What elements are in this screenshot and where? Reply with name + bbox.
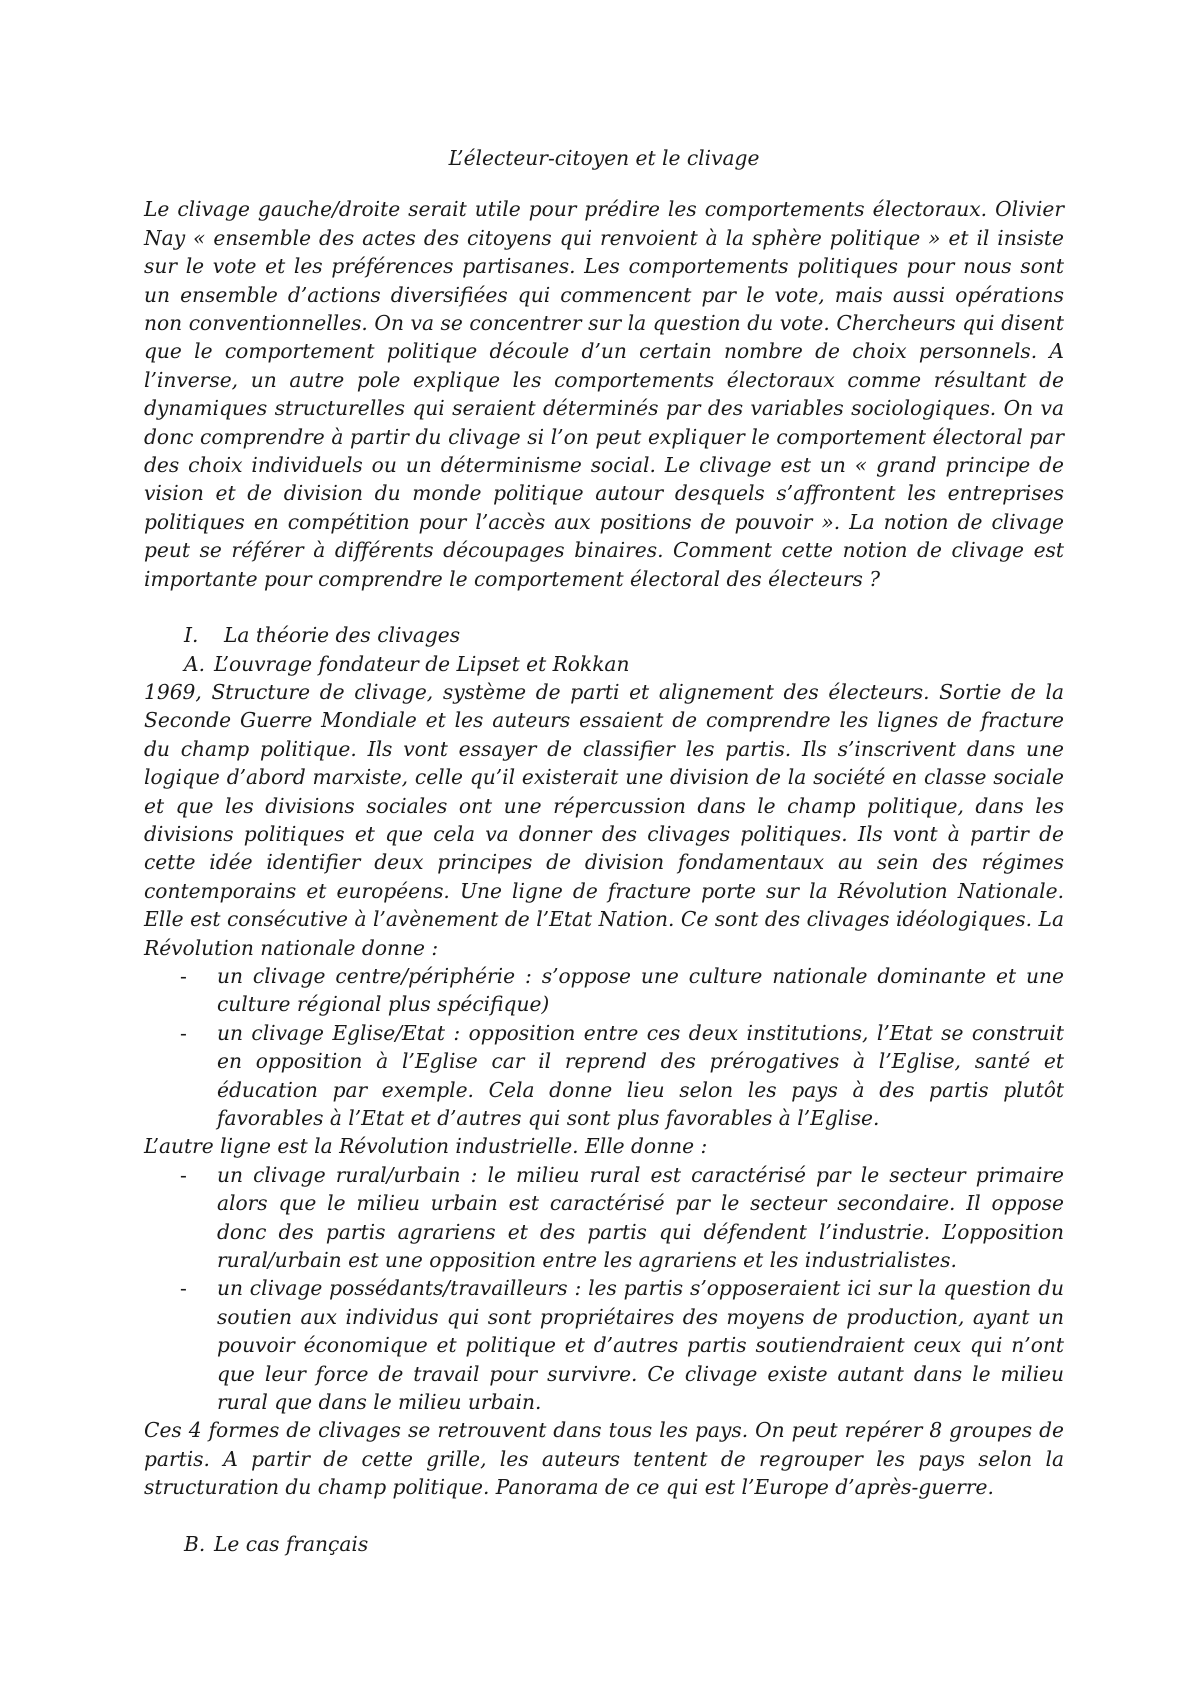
list-item-text: un clivage rural/urbain : le milieu rural est caractérisé par le secteur primaire alors que le milieu urbain est caractérisé par le secteur secondaire. Il oppose donc des partis agrariens et des partis qui défendent l’industrie. L’opposition rural/urbain est une opposition entre les agrariens et les industrialistes. (217, 1162, 1064, 1273)
list-item (144, 962, 1064, 1019)
intro-paragraph: Le clivage gauche/droite serait utile pour prédire les comportements électoraux. Olivier Nay « ensemble des actes des citoyens qui renvoient à la sphère politique » et il insiste sur le vote et les préférences partisanes. Les comportements politiques pour nous sont un ensemble d’actions diversifiées qui commencent par le vote, mais aussi opérations non conventionnelles. On va se concentrer sur la question du vote. Chercheurs qui disent que le comportement politique découle d’un certain nombre de choix personnels. A l’inverse, un autre pole explique les comportements électoraux comme résultant de dynamiques structurelles qui seraient déterminés par des variables sociologiques. On va donc comprendre à partir du clivage si l’on peut expliquer le comportement électoral par des choix individuels ou un déterminisme social. Le clivage est un « grand principe de vision et de division du monde politique autour desquels s’affrontent les entreprises politiques en compétition pour l’accès aux positions de pouvoir ». La notion de clivage peut se référer à différents découpages binaires. Comment cette notion de clivage est importante pour comprendre le comportement électoral des électeurs ? (144, 197, 1064, 591)
paragraph-revolution-industrielle: L’autre ligne est la Révolution industrielle. Elle donne : (144, 1134, 708, 1159)
section-heading-1 (144, 621, 1064, 649)
dash-bullet: - (180, 1162, 187, 1187)
document-body (144, 144, 1064, 1558)
section-number: I. (184, 623, 199, 648)
list-revolution-industrielle (144, 1161, 1064, 1417)
list-item-text: un clivage possédants/travailleurs : les partis s’opposeraient ici sur la question du soutien aux individus qui sont propriétaires des moyens de production, ayant un pouvoir économique et politique et d’autres partis soutiendraient ceux qui n’ont que leur force de travail pour survivre. Ce clivage existe autant dans le milieu rural que dans le milieu urbain. (217, 1276, 1064, 1415)
dash-bullet: - (180, 1020, 187, 1045)
subsection-heading-a (144, 650, 1064, 678)
dash-bullet: - (180, 963, 187, 988)
list-item-text: un clivage centre/périphérie : s’oppose une culture nationale dominante et une culture régional plus spécifique) (217, 963, 1064, 1017)
subsection-letter: B. (184, 1531, 206, 1556)
paragraph-lipset-rokkan: 1969, Structure de clivage, système de parti et alignement des électeurs. Sortie de la Seconde Guerre Mondiale et les auteurs essaient de comprendre les lignes de fracture du champ politique. Ils vont essayer de classifier les partis. Ils s’inscrivent dans une logique d’abord marxiste, celle qu’il existerait une division de la société en classe sociale et que les divisions sociales ont une répercussion dans le champ politique, dans les divisions politiques et que cela va donner des clivages politiques. Ils vont à partir de cette idée identifier deux principes de division fondamentaux au sein des régimes contemporains et européens. Une ligne de fracture porte sur la Révolution Nationale. Elle est consécutive à l’avènement de l’Etat Nation. Ce sont des clivages idéologiques. La Révolution nationale donne : (144, 679, 1064, 960)
spacer (144, 1502, 1064, 1530)
list-item-text: un clivage Eglise/Etat : opposition entre ces deux institutions, l’Etat se construit en opposition à l’Eglise car il reprend des prérogatives à l’Eglise, santé et éducation par exemple. Cela donne lieu selon les pays à des partis plutôt favorables à l’Etat et d’autres qui sont plus favorables à l’Eglise. (217, 1020, 1064, 1130)
spacer (144, 593, 1064, 621)
document-title: L’électeur-citoyen et le clivage (448, 146, 760, 170)
subsection-title: Le cas français (214, 1531, 369, 1556)
dash-bullet: - (180, 1276, 187, 1301)
list-item (144, 1274, 1064, 1416)
list-item (144, 1161, 1064, 1275)
list-revolution-nationale (144, 962, 1064, 1132)
subsection-title: L’ouvrage fondateur de Lipset et Rokkan (214, 651, 630, 676)
section-title: La théorie des clivages (224, 623, 461, 648)
subsection-heading-b (144, 1530, 1064, 1558)
subsection-letter: A. (184, 651, 205, 676)
paragraph-conclusion: Ces 4 formes de clivages se retrouvent dans tous les pays. On peut repérer 8 groupes de partis. A partir de cette grille, les auteurs tentent de regrouper les pays selon la structuration du champ politique. Panorama de ce qui est l’Europe d’après-guerre. (144, 1418, 1064, 1500)
list-item (144, 1019, 1064, 1133)
